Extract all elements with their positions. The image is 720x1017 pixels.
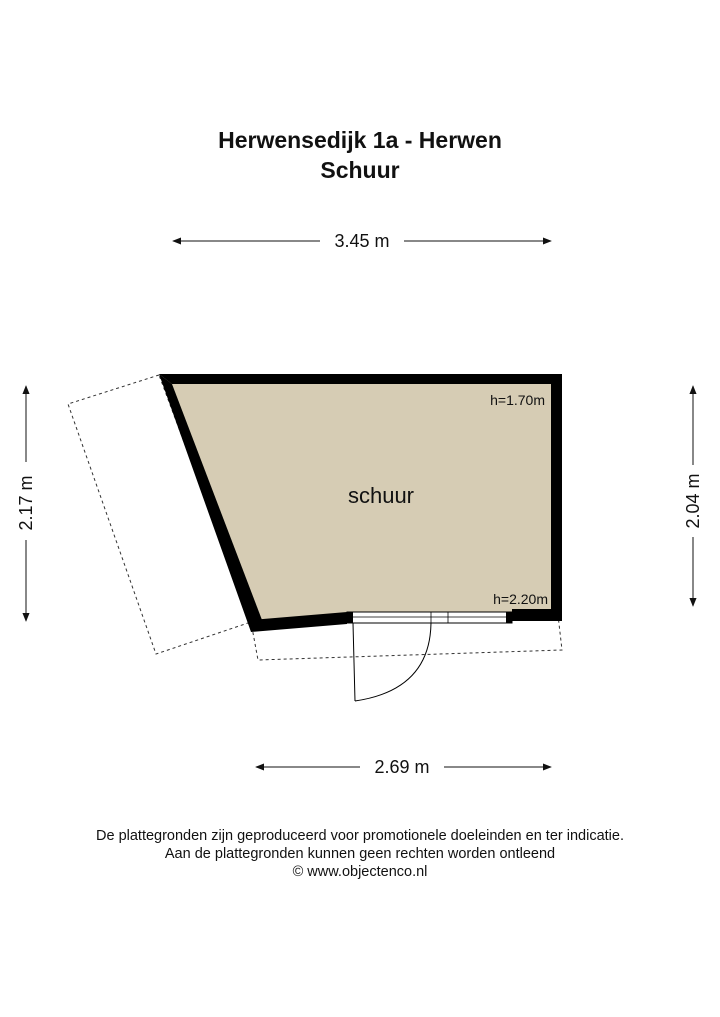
- room-label: schuur: [347, 483, 415, 508]
- disclaimer-line-2: Aan de plattegronden kunnen geen rechten worden ontleend: [164, 846, 556, 862]
- disclaimer-line-1: De plattegronden zijn geproduceerd voor promotionele doeleinden en ter indicatie.: [96, 828, 624, 844]
- dimension-top: [173, 231, 551, 251]
- door-swing: [353, 623, 431, 701]
- door-frame: [347, 612, 512, 623]
- dimension-top-label: 3.45 m: [334, 231, 390, 251]
- plan-address-title: Herwensedijk 1a - Herwen: [218, 127, 502, 153]
- dimension-bottom: [256, 757, 551, 777]
- dimension-left: [16, 386, 36, 621]
- dimension-right: [683, 386, 703, 606]
- dimension-bottom-label: 2.69 m: [374, 757, 430, 777]
- copyright-link[interactable]: © www.objectenco.nl: [292, 864, 428, 880]
- dimension-right-label: 2.04 m: [683, 473, 703, 529]
- height-label-bottom: h=2.20m: [493, 591, 548, 607]
- height-label-top: h=1.70m: [490, 392, 545, 408]
- plan-building-title: Schuur: [320, 157, 400, 183]
- dimension-left-label: 2.17 m: [16, 475, 36, 531]
